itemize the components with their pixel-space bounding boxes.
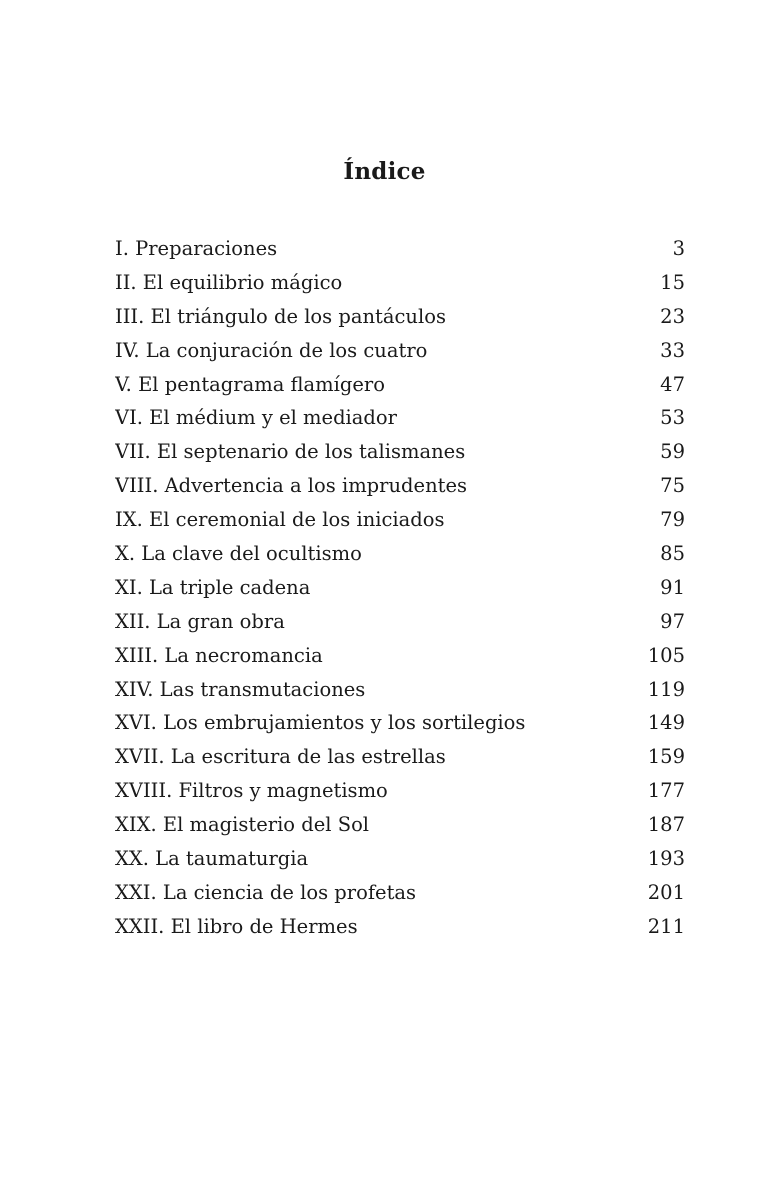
toc-entry: [115, 706, 685, 740]
toc-entry-page-number: 193: [647, 847, 685, 871]
page-title: Índice: [343, 158, 426, 186]
toc-entry-page-number: 3: [672, 237, 685, 260]
toc-entry-title: XIX. El magisterio del Sol: [115, 813, 370, 837]
toc-entry-title: V. El pentagrama flamígero: [115, 372, 385, 396]
toc-entry-title: XXI. La ciencia de los profetas: [115, 880, 417, 904]
toc-entry-title: I. Preparaciones: [115, 237, 278, 260]
toc-entry: [115, 910, 685, 944]
toc-entry-title: II. El equilibrio mágico: [115, 270, 343, 294]
toc-entry: [115, 266, 685, 300]
toc-entry-title: XIV. Las transmutaciones: [115, 677, 366, 701]
toc-entry: [115, 368, 685, 402]
toc-entry: [115, 571, 685, 605]
toc-entry-title: IV. La conjuración de los cuatro: [115, 338, 428, 362]
toc-entry-page-number: 211: [647, 914, 685, 938]
toc-entry-title: VI. El médium y el mediador: [115, 406, 397, 430]
toc-entry: [115, 740, 685, 774]
toc-entry-page-number: 85: [660, 542, 685, 566]
toc-entry-page-number: 187: [647, 813, 685, 837]
toc-entry-page-number: 159: [647, 745, 685, 769]
toc-entry-title: XII. La gran obra: [115, 609, 285, 633]
toc-entry: [115, 503, 685, 537]
toc-entry-title: XVI. Los embrujamientos y los sortilegios: [115, 711, 526, 735]
toc-entry-title: VIII. Advertencia a los imprudentes: [115, 474, 468, 498]
toc-entry-title: IX. El ceremonial de los iniciados: [115, 508, 445, 532]
toc-entry-page-number: 47: [660, 372, 685, 396]
toc-entry-page-number: 79: [660, 508, 685, 532]
toc-entry-page-number: 23: [660, 304, 685, 328]
toc-entry-page-number: 105: [647, 643, 685, 667]
toc-entry-page-number: 15: [660, 270, 685, 294]
toc-entry: [115, 673, 685, 707]
toc-entry: [115, 334, 685, 368]
toc-entry-page-number: 91: [660, 575, 685, 599]
toc-entry-title: III. El triángulo de los pantáculos: [115, 304, 446, 328]
toc-entry-page-number: 59: [660, 440, 685, 464]
toc-entry: [115, 232, 685, 266]
toc-entry: [115, 808, 685, 842]
toc-entry: [115, 842, 685, 876]
toc-entry: [115, 774, 685, 808]
toc-entry-page-number: 149: [647, 711, 685, 735]
toc-entry-title: XI. La triple cadena: [115, 575, 311, 599]
toc-entry: [115, 401, 685, 435]
toc-entry-title: XVIII. Filtros y magnetismo: [115, 779, 388, 803]
toc-entry-page-number: 177: [647, 779, 685, 803]
table-of-contents: [115, 232, 685, 944]
toc-entry: [115, 639, 685, 673]
toc-entry-page-number: 201: [647, 880, 685, 904]
toc-entry-page-number: 75: [660, 474, 685, 498]
toc-entry-page-number: 53: [660, 406, 685, 430]
toc-entry: [115, 876, 685, 910]
toc-entry: [115, 605, 685, 639]
toc-entry-title: XXII. El libro de Hermes: [115, 914, 358, 938]
toc-entry: [115, 537, 685, 571]
toc-entry-page-number: 119: [647, 677, 685, 701]
toc-entry-title: X. La clave del ocultismo: [115, 542, 362, 566]
toc-entry-title: XVII. La escritura de las estrellas: [115, 745, 446, 769]
toc-entry-title: XIII. La necromancia: [115, 643, 323, 667]
toc-entry-page-number: 97: [660, 609, 685, 633]
toc-entry: [115, 300, 685, 334]
toc-entry-title: XX. La taumaturgia: [115, 847, 309, 871]
toc-entry-page-number: 33: [660, 338, 685, 362]
toc-entry-title: VII. El septenario de los talismanes: [115, 440, 466, 464]
toc-entry: [115, 469, 685, 503]
toc-entry: [115, 435, 685, 469]
